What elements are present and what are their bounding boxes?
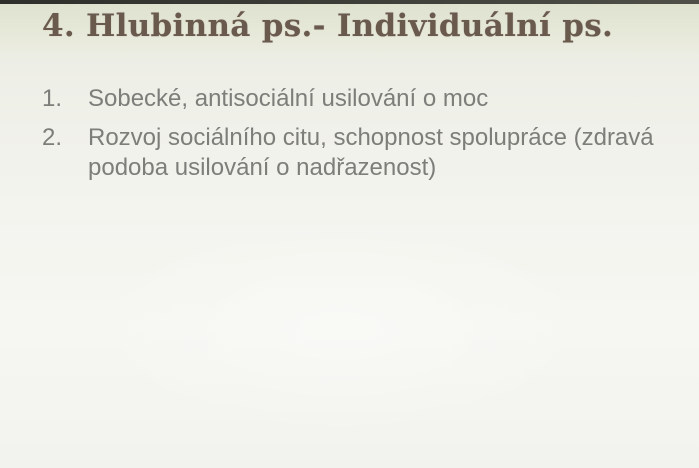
list-item-number: 1. — [42, 85, 63, 112]
list-item — [42, 84, 662, 114]
projector-glare — [80, 220, 600, 440]
slide-title: 4. Hlubinná ps.- Individuální ps. — [42, 8, 614, 44]
numbered-list — [42, 84, 662, 192]
list-item-number: 2. — [42, 124, 63, 151]
list-item — [42, 123, 662, 183]
list-item-text: Sobecké, antisociální usilování o moc — [88, 85, 489, 112]
list-item-text: Rozvoj sociálního citu, schopnost spolupráce (zdravá podoba usilování o nadřazenost) — [88, 124, 654, 181]
